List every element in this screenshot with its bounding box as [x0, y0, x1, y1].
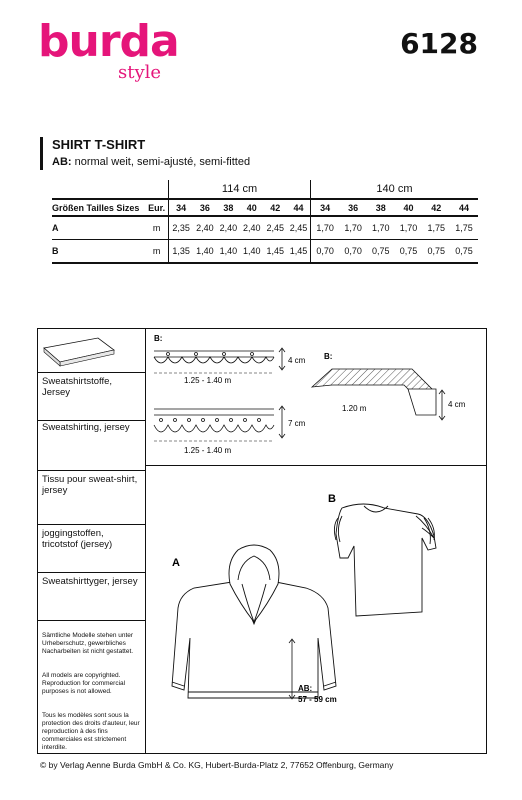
table-cell: 0,70: [310, 240, 339, 264]
table-cell: 1,70: [310, 216, 339, 240]
table-cell: 1,70: [395, 216, 423, 240]
table-cell: 1,40: [217, 240, 240, 264]
brand-logo: burda: [38, 16, 179, 67]
garment-title: SHIRT T-SHIRT: [52, 137, 146, 152]
fabric-dk: Sweatshirttyger, jersey: [42, 576, 138, 587]
lace1-height: 4 cm: [288, 356, 306, 365]
hoodie-drawing: [172, 545, 336, 698]
table-row: [52, 216, 478, 240]
size-cell: 38: [367, 199, 395, 216]
brand-logo-sub: style: [118, 62, 162, 83]
trim-drawings: [146, 329, 486, 465]
fabric-de: Sweatshirtstoffe, Jersey: [42, 376, 113, 398]
width-140-header: 140 cm: [376, 183, 413, 195]
bias-width: 4 cm: [448, 400, 466, 409]
size-cell: 34: [310, 199, 339, 216]
legal-en: All models are copyrighted. Reproduction for commercial purposes is not allowed.: [42, 672, 126, 695]
fit-description: [52, 156, 250, 168]
table-cell: 1,70: [367, 216, 395, 240]
legal-fr: Tous les modèles sont sous la protection des droits d'auteur, leur reproduction à des fins commerciales est strictement interdite.: [42, 712, 140, 751]
garment-views: [146, 466, 486, 752]
legal-de: Sämtliche Modelle stehen unter Urheberschutz, gewerbliches Nacharbeiten ist nicht gestattet.: [42, 632, 134, 655]
lace2-length: 1.25 - 1.40 m: [184, 446, 232, 455]
table-cell: 1,75: [450, 216, 478, 240]
view-a-label: A: [172, 557, 180, 569]
table-row: [52, 240, 478, 264]
lace1-length: 1.25 - 1.40 m: [184, 376, 232, 385]
fabric-divider: [38, 572, 145, 573]
row-label: B: [52, 240, 145, 264]
width-114-header: 114 cm: [169, 180, 311, 199]
table-cell: 2,40: [240, 216, 263, 240]
pattern-number: 6128: [400, 27, 478, 60]
size-cell: 36: [339, 199, 367, 216]
size-cell: 36: [193, 199, 216, 216]
row-label: A: [52, 216, 145, 240]
fabric-en: Sweatshirting, jersey: [42, 422, 130, 433]
table-cell: 1,40: [193, 240, 216, 264]
size-cell: 40: [240, 199, 263, 216]
table-cell: 1,40: [240, 240, 263, 264]
bias-b-label: B:: [324, 352, 333, 361]
row-unit: m: [145, 240, 168, 264]
table-cell: 2,40: [217, 216, 240, 240]
table-cell: 1,35: [169, 240, 194, 264]
size-cell: 34: [169, 199, 194, 216]
title-accent-bar: [40, 137, 43, 170]
size-table: [52, 180, 478, 264]
fabric-divider: [38, 372, 145, 373]
lace-wide: [154, 409, 274, 432]
size-cell: 44: [287, 199, 310, 216]
eur-label: Eur.: [145, 199, 168, 216]
tshirt-drawing: [334, 504, 436, 616]
size-cell: 38: [217, 199, 240, 216]
fabric-divider: [38, 470, 145, 471]
copyright-footer: © by Verlag Aenne Burda GmbH & Co. KG, Hubert-Burda-Platz 2, 77652 Offenburg, Germany: [40, 760, 394, 770]
fit-prefix: AB:: [52, 156, 72, 168]
size-cell: 44: [450, 199, 478, 216]
table-cell: 2,45: [264, 216, 287, 240]
fabric-divider: [38, 620, 145, 621]
table-cell: 0,75: [367, 240, 395, 264]
table-cell: 0,75: [450, 240, 478, 264]
lace-b-label: B:: [154, 334, 163, 343]
bias-length: 1.20 m: [342, 404, 367, 413]
table-cell: 0,75: [395, 240, 423, 264]
fabric-divider: [38, 420, 145, 421]
lace-narrow: [154, 351, 274, 363]
view-b-label: B: [328, 493, 336, 505]
size-cell: 42: [422, 199, 450, 216]
length-prefix: AB:: [298, 684, 313, 693]
table-cell: 2,40: [193, 216, 216, 240]
fabric-nl: joggingstoffen, tricotstof (jersey): [42, 528, 113, 550]
table-cell: 2,45: [287, 216, 310, 240]
fabric-divider: [38, 524, 145, 525]
table-cell: 0,70: [339, 240, 367, 264]
lace2-height: 7 cm: [288, 419, 306, 428]
table-cell: 2,35: [169, 216, 194, 240]
table-cell: 0,75: [422, 240, 450, 264]
table-cell: 1,70: [339, 216, 367, 240]
fabric-swatch-icon: [40, 334, 120, 370]
fit-text: normal weit, semi-ajusté, semi-fitted: [74, 156, 251, 168]
row-unit: m: [145, 216, 168, 240]
fabric-fr: Tissu pour sweat-shirt, jersey: [42, 474, 138, 496]
size-cell: 40: [395, 199, 423, 216]
size-header-label: Größen Tailles Sizes: [52, 199, 145, 216]
size-cell: 42: [264, 199, 287, 216]
table-cell: 1,45: [264, 240, 287, 264]
table-cell: 1,45: [287, 240, 310, 264]
length-value: 57 - 59 cm: [298, 695, 337, 704]
table-cell: 1,75: [422, 216, 450, 240]
